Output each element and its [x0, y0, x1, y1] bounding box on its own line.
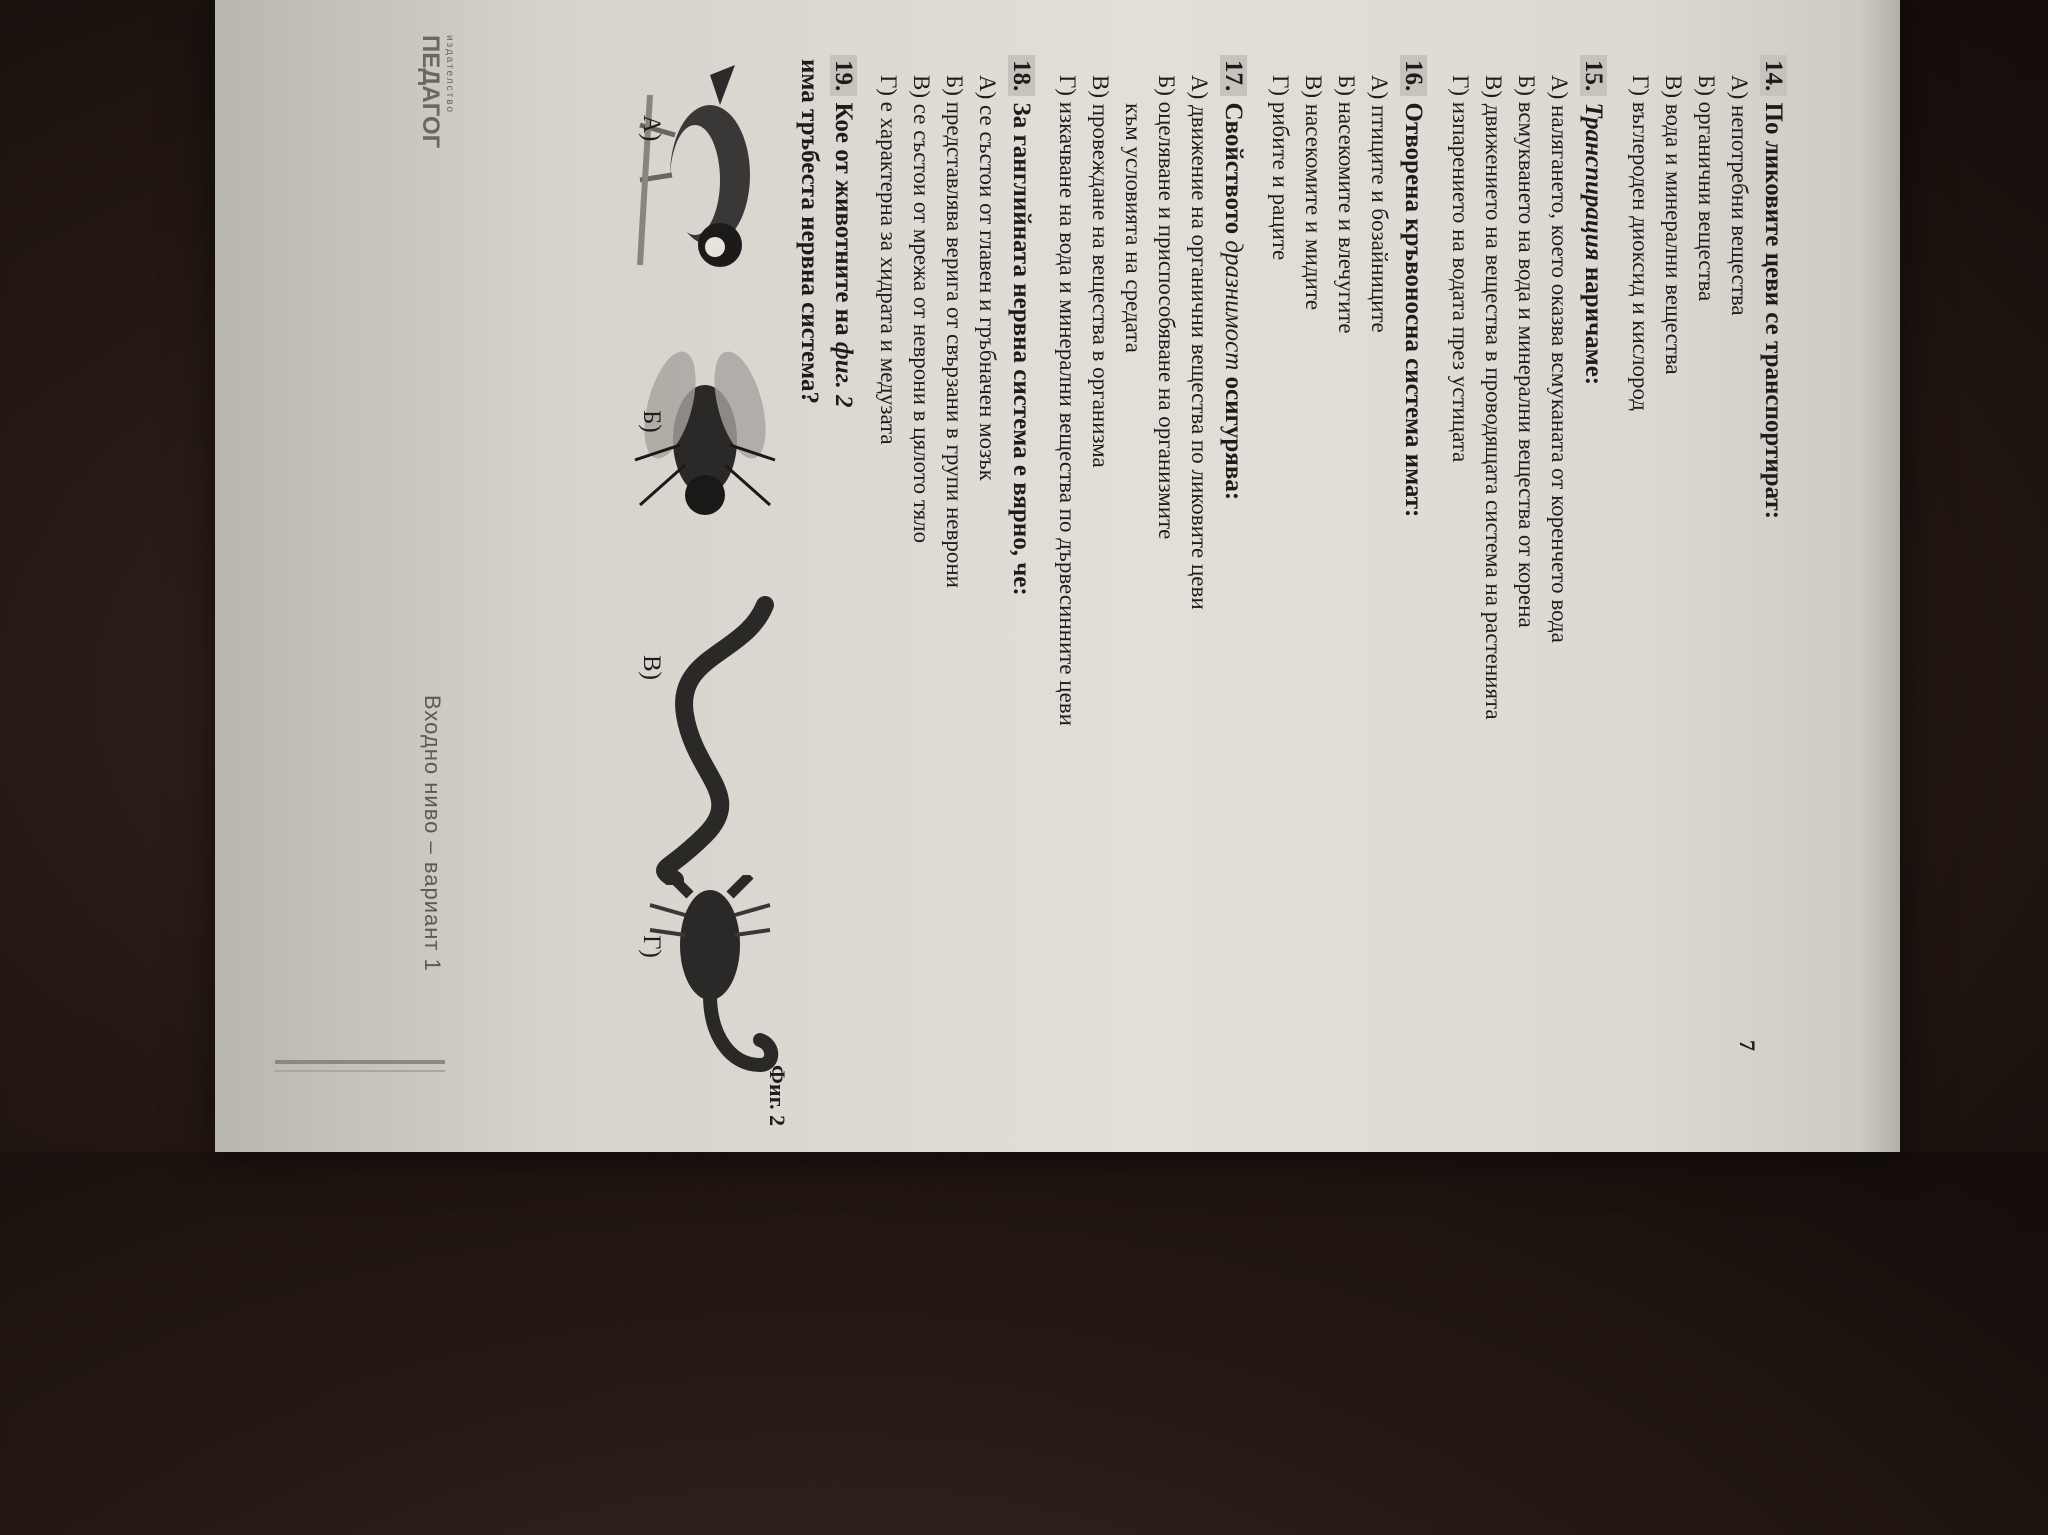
question-14-option-b: Б) органични вещества — [1694, 75, 1719, 302]
question-18 — [1004, 55, 1038, 596]
question-15-stem-italic: Транспирация — [1580, 102, 1607, 261]
question-14-number: 14. — [1760, 55, 1787, 96]
question-18-option-a: А) се състои от главен и гръбначен мозък — [975, 75, 1000, 481]
fly-image — [630, 345, 780, 535]
question-19-stem-line2: има тръбеста нервна система? — [796, 59, 823, 404]
question-18-option-d: Г) е характерна за хидрата и медузата — [876, 75, 901, 445]
question-16-options — [1264, 75, 1396, 334]
question-19-number: 19. — [830, 55, 857, 96]
running-head: Входно ниво – вариант 1 — [420, 695, 445, 972]
question-17-stem-rest: осигурява: — [1220, 370, 1247, 501]
publisher-logo — [416, 35, 455, 148]
publisher-line1: издателство — [444, 35, 455, 115]
question-17 — [1216, 55, 1250, 500]
question-14-options — [1624, 75, 1756, 411]
question-17-number: 17. — [1220, 55, 1247, 96]
question-16-stem: Отворена кръвоносна система имат: — [1400, 102, 1427, 518]
footer-rule — [275, 1060, 445, 1064]
page-fold-shadow — [1860, 0, 1900, 1152]
question-19 — [792, 55, 860, 408]
footer-rule-thin — [275, 1070, 445, 1072]
question-15-option-b: Б) всмукването на вода и минерални вещества от корена — [1514, 75, 1539, 628]
question-17-option-d: Г) изкачване на вода и минерални вещества по дървесинните цеви — [1055, 75, 1080, 726]
question-15-option-a: А) налягането, което оказва всмуканата от коренчето вода — [1547, 75, 1572, 643]
figure-label-c: В) — [638, 655, 665, 680]
question-17-stem-start: Свойството — [1220, 102, 1247, 241]
questions-column — [590, 55, 1790, 1535]
question-18-option-c: В) се състои от мрежа от неврони в цялото тяло — [909, 75, 934, 544]
question-18-option-b: Б) представлява верига от свързани в групи неврони — [942, 75, 967, 588]
figure-label-b: Б) — [638, 410, 665, 433]
bird-image — [630, 65, 790, 275]
question-19-stem-start: Кое от животните на — [830, 102, 857, 342]
question-16-option-b: Б) насекомите и влечугите — [1334, 75, 1359, 334]
question-17-option-b: Б) оцеляване и приспособяване на организмите — [1154, 75, 1179, 540]
question-14-option-d: Г) въглероден диоксид и кислород — [1628, 75, 1653, 411]
question-18-number: 18. — [1008, 55, 1035, 96]
question-15-stem-rest: наричаме: — [1580, 260, 1607, 386]
question-18-options — [872, 75, 1004, 588]
question-17-option-a: А) движение на органични вещества по ликовите цеви — [1187, 75, 1212, 610]
question-17-stem-italic: дразнимост — [1220, 240, 1247, 371]
question-16-option-d: Г) рибите и раците — [1268, 75, 1293, 261]
question-16-option-a: А) птиците и бозайниците — [1367, 75, 1392, 333]
question-19-stem-italic: фиг. 2 — [830, 341, 857, 408]
question-15-number: 15. — [1580, 55, 1607, 96]
question-16 — [1396, 55, 1430, 517]
figure-caption: Фиг. 2 — [765, 1065, 790, 1127]
question-14-stem: По ликовите цеви се транспортират: — [1760, 102, 1787, 520]
question-17-option-b-cont: към условията на средата — [1121, 103, 1146, 353]
question-16-option-c: В) насекомите и мидите — [1301, 75, 1326, 311]
figure-label-d: Г) — [638, 935, 665, 958]
question-14 — [1756, 55, 1790, 519]
scorpion-image — [630, 875, 790, 1085]
question-14-option-a: А) непотребни вещества — [1727, 75, 1752, 316]
question-15-options — [1444, 75, 1576, 720]
question-15 — [1576, 55, 1610, 385]
page-number: 7 — [1735, 1040, 1760, 1051]
question-17-option-c: В) провеждане на вещества в организма — [1088, 75, 1113, 468]
question-15-option-d: Г) изпарението на водата през устицата — [1448, 75, 1473, 463]
question-14-option-c: В) вода и минерални вещества — [1661, 75, 1686, 375]
question-15-option-c: В) движението на вещества в проводящата система на растенията — [1481, 75, 1506, 720]
worm-image — [645, 595, 785, 885]
question-17-options — [1051, 75, 1216, 726]
figure-label-a: А) — [638, 115, 665, 142]
question-16-number: 16. — [1400, 55, 1427, 96]
question-18-stem: За ганглийната нервна система е вярно, че: — [1008, 102, 1035, 596]
publisher-line2: ПЕДАГОГ — [417, 35, 444, 149]
